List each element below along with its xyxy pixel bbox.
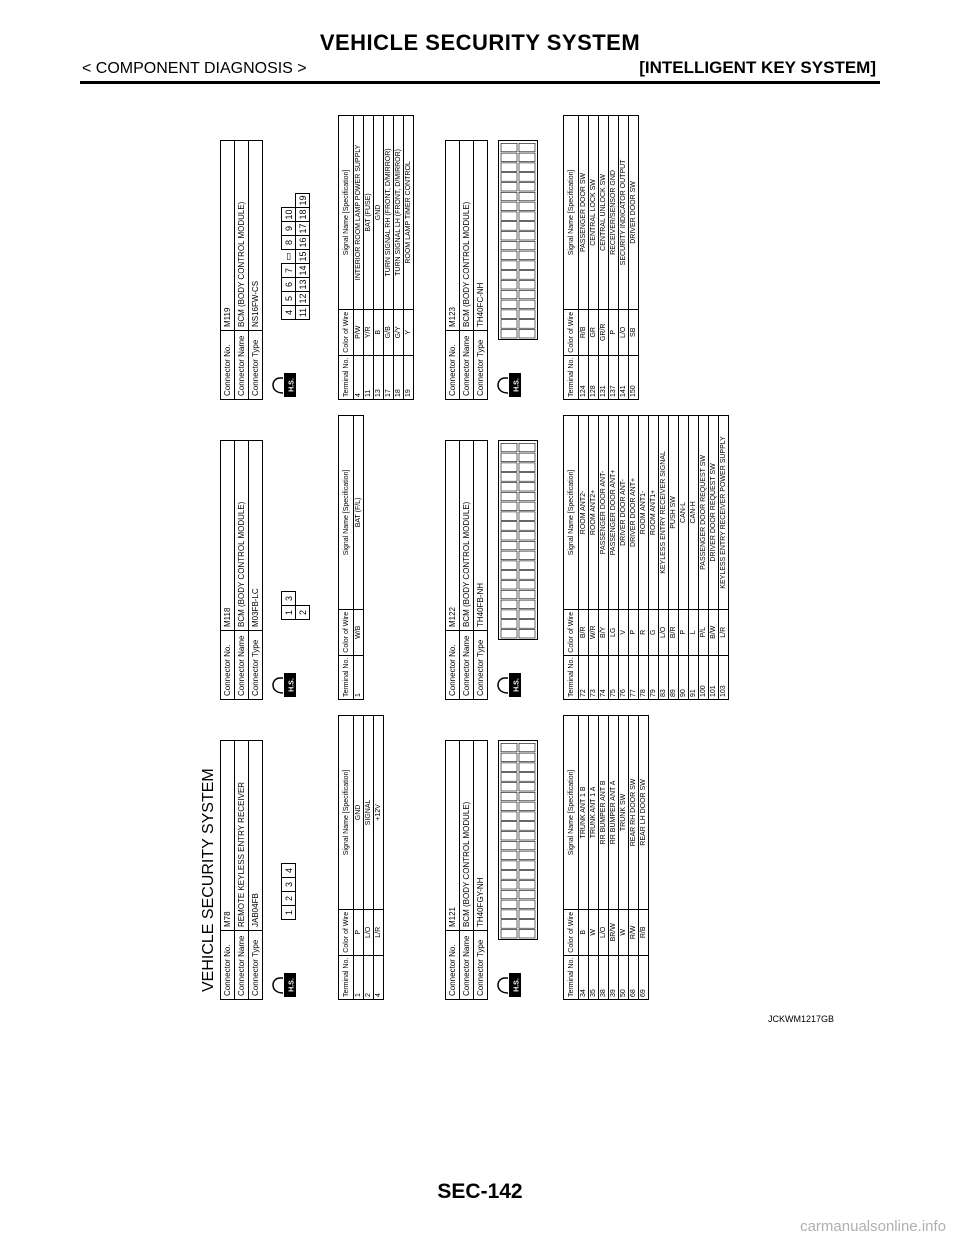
signal-name: CAN-L xyxy=(679,416,689,610)
wire-color: B/R xyxy=(669,609,679,655)
signal-name: TURN SIGNAL RH (FRONT, D/MIRROR) xyxy=(384,116,394,310)
table-row xyxy=(689,416,699,700)
signal-name: DRIVER DOOR REQUEST SW xyxy=(709,416,719,610)
signal-name: GND xyxy=(374,116,384,310)
connector-name-label: Connector Name xyxy=(460,631,474,700)
table-row xyxy=(589,116,599,400)
pin: 6 xyxy=(282,278,296,292)
wire-color: L/O xyxy=(364,909,374,955)
wire-color: G/B xyxy=(384,309,394,355)
table-row xyxy=(374,116,384,400)
connector-panel-m118 xyxy=(220,408,362,700)
signal-name: CAN-H xyxy=(689,416,699,610)
hs-label: H.S. xyxy=(513,678,521,692)
color-header: Color of Wire xyxy=(564,909,579,955)
pin: 12 xyxy=(297,293,308,304)
hs-label: H.S. xyxy=(288,978,296,992)
pin: 2 xyxy=(282,892,296,906)
connector-no-label: Connector No. xyxy=(446,931,460,1000)
wire-color: R/B xyxy=(579,309,589,355)
terminal-no: 1 xyxy=(354,955,364,999)
signal-name: ROOM LAMP TIMER CONTROL xyxy=(404,116,414,310)
connector-no: M121 xyxy=(446,741,460,931)
connector-type-label: Connector Type xyxy=(249,931,263,1000)
table-row xyxy=(599,416,609,700)
harness-side-icon xyxy=(496,972,522,998)
terminal-no: 131 xyxy=(599,355,609,399)
signal-header: Signal Name [Specification] xyxy=(564,416,579,610)
signal-name: PASSENGER DOOR ANT- xyxy=(599,416,609,610)
connector-name-label: Connector Name xyxy=(235,331,249,400)
hs-label: H.S. xyxy=(288,378,296,392)
terminal-no: 90 xyxy=(679,655,689,699)
signal-name: CENTRAL UNLOCK SW xyxy=(599,116,609,310)
signal-name: RECEIVER/SENSOR GND xyxy=(609,116,619,310)
connector-panel-m119 xyxy=(220,108,412,400)
pin: 7 xyxy=(282,264,296,278)
connector-type: JAB04FB xyxy=(249,741,263,931)
terminal-no: 4 xyxy=(354,355,364,399)
wire-color: W/R xyxy=(589,609,599,655)
connector-type: M03FB-LC xyxy=(249,441,263,631)
table-row xyxy=(374,716,384,1000)
signal-name: PASSENGER DOOR SW xyxy=(579,116,589,310)
connector-name-label: Connector Name xyxy=(235,631,249,700)
hs-label: H.S. xyxy=(513,378,521,392)
wire-color: Y xyxy=(404,309,414,355)
terminal-no: 74 xyxy=(599,655,609,699)
wire-color: W/B xyxy=(354,609,364,655)
harness-side-icon xyxy=(271,972,297,998)
connector-no-label: Connector No. xyxy=(446,331,460,400)
connector-no: M123 xyxy=(446,141,460,331)
wire-color: P xyxy=(609,309,619,355)
terminal-no: 89 xyxy=(669,655,679,699)
terminal-header: Terminal No. xyxy=(564,655,579,699)
terminal-header: Terminal No. xyxy=(564,955,579,999)
header-divider xyxy=(80,81,880,84)
wire-color: W xyxy=(619,909,629,955)
signal-name: DRIVER DOOR SW xyxy=(629,116,639,310)
connector-no-label: Connector No. xyxy=(221,931,235,1000)
harness-side-icon xyxy=(496,372,522,398)
connector-name: BCM (BODY CONTROL MODULE) xyxy=(235,441,249,631)
terminal-no: 128 xyxy=(589,355,599,399)
terminal-no: 103 xyxy=(719,655,729,699)
pin: 5 xyxy=(282,292,296,306)
color-header: Color of Wire xyxy=(339,609,354,655)
wire-color: V xyxy=(619,609,629,655)
terminal-no: 100 xyxy=(699,655,709,699)
connector-face xyxy=(281,863,296,920)
wire-color: B xyxy=(579,909,589,955)
terminal-no: 4 xyxy=(374,955,384,999)
signal-name: BAT (FUSE) xyxy=(364,116,374,310)
terminal-header: Terminal No. xyxy=(564,355,579,399)
table-row xyxy=(669,416,679,700)
wire-color: L/O xyxy=(659,609,669,655)
signal-name: PUSH SW xyxy=(669,416,679,610)
connector-type: NS16FW-CS xyxy=(249,141,263,331)
wire-color: P/L xyxy=(699,609,709,655)
table-row xyxy=(629,716,639,1000)
terminal-no: 2 xyxy=(364,955,374,999)
pin: 19 xyxy=(297,195,308,206)
connector-panel-m78 xyxy=(220,708,382,1000)
terminal-no: 72 xyxy=(579,655,589,699)
connector-type: TH40FB-NH xyxy=(474,441,488,631)
wire-color: P/W xyxy=(354,309,364,355)
wire-color: P xyxy=(354,909,364,955)
terminal-no: 137 xyxy=(609,355,619,399)
table-row xyxy=(609,116,619,400)
connector-panel-m122 xyxy=(445,408,727,700)
wire-color: LG xyxy=(609,609,619,655)
wire-color: GR xyxy=(589,309,599,355)
pin: 18 xyxy=(297,209,308,220)
signal-name: ROOM ANT2+ xyxy=(589,416,599,610)
wire-color: Y/R xyxy=(364,309,374,355)
table-row xyxy=(629,116,639,400)
terminal-header: Terminal No. xyxy=(339,655,354,699)
harness-side-icon xyxy=(271,672,297,698)
table-row xyxy=(394,116,404,400)
connector-name: BCM (BODY CONTROL MODULE) xyxy=(460,741,474,931)
pin: 9 xyxy=(282,222,296,236)
connector-name: BCM (BODY CONTROL MODULE) xyxy=(460,141,474,331)
connector-face xyxy=(281,193,310,320)
signal-table xyxy=(338,415,364,700)
signal-name: REAR RH DOOR SW xyxy=(629,716,639,910)
table-row xyxy=(364,716,374,1000)
terminal-no: 77 xyxy=(629,655,639,699)
pin: 3 xyxy=(282,592,296,606)
terminal-header: Terminal No. xyxy=(339,955,354,999)
connector-name: REMOTE KEYLESS ENTRY RECEIVER xyxy=(235,741,249,931)
connector-type-label: Connector Type xyxy=(249,331,263,400)
connector-no: M119 xyxy=(221,141,235,331)
wire-color: P xyxy=(629,609,639,655)
wire-color: L xyxy=(689,609,699,655)
table-row xyxy=(579,716,589,1000)
wire-color: B xyxy=(374,309,384,355)
signal-name: RR BUMPER ANT B xyxy=(599,716,609,910)
wire-color: R/W xyxy=(629,909,639,955)
connector-face-grid xyxy=(498,740,538,940)
signal-name: BAT (F/L) xyxy=(354,416,364,610)
terminal-no: 68 xyxy=(629,955,639,999)
signal-name: +12V xyxy=(374,716,384,910)
signal-name: TRUNK ANT 1 B xyxy=(579,716,589,910)
wire-color: SB xyxy=(629,309,639,355)
terminal-no: 78 xyxy=(639,655,649,699)
pin: 1 xyxy=(282,906,296,920)
rotated-connector-figure xyxy=(200,100,727,1000)
pin: 17 xyxy=(297,223,308,234)
terminal-no: 13 xyxy=(374,355,384,399)
signal-header: Signal Name [Specification] xyxy=(339,716,354,910)
connector-type-label: Connector Type xyxy=(249,631,263,700)
signal-name: ROOM ANT1- xyxy=(639,416,649,610)
table-row xyxy=(659,416,669,700)
wire-color: GR/R xyxy=(599,309,609,355)
wire-color: L/O xyxy=(619,309,629,355)
terminal-no: 75 xyxy=(609,655,619,699)
pin: 15 xyxy=(297,251,308,262)
watermark: carmanualsonline.info xyxy=(800,1218,946,1235)
terminal-no: 79 xyxy=(649,655,659,699)
table-row xyxy=(579,116,589,400)
connector-no-label: Connector No. xyxy=(446,631,460,700)
signal-name: KEYLESS ENTRY RECEIVER POWER SUPPLY xyxy=(719,416,729,610)
signal-name: ROOM ANT1+ xyxy=(649,416,659,610)
terminal-no: 19 xyxy=(404,355,414,399)
pin: 3 xyxy=(282,878,296,892)
connector-no-label: Connector No. xyxy=(221,631,235,700)
connector-name: BCM (BODY CONTROL MODULE) xyxy=(460,441,474,631)
wire-color: L/R xyxy=(374,909,384,955)
table-row xyxy=(404,116,414,400)
terminal-header: Terminal No. xyxy=(339,355,354,399)
signal-name: PASSENGER DOOR ANT+ xyxy=(609,416,619,610)
signal-name: SIGNAL xyxy=(364,716,374,910)
connector-no: M78 xyxy=(221,741,235,931)
table-row xyxy=(579,416,589,700)
signal-table xyxy=(338,115,414,400)
signal-name: SECURITY INDICATOR OUTPUT xyxy=(619,116,629,310)
signal-table xyxy=(338,715,384,1000)
pin: 4 xyxy=(282,306,296,320)
connector-no-label: Connector No. xyxy=(221,331,235,400)
table-row xyxy=(619,716,629,1000)
terminal-no: 73 xyxy=(589,655,599,699)
figure-id: JCKWM1217GB xyxy=(768,1014,835,1024)
table-row xyxy=(619,116,629,400)
pin: 16 xyxy=(297,237,308,248)
harness-side-icon xyxy=(271,372,297,398)
table-row xyxy=(384,116,394,400)
wire-color: G/Y xyxy=(394,309,404,355)
signal-name: CENTRAL LOCK SW xyxy=(589,116,599,310)
terminal-no: 1 xyxy=(354,655,364,699)
table-row xyxy=(354,716,364,1000)
signal-name: RR BUMPER ANT A xyxy=(609,716,619,910)
signal-name: PASSENGER DOOR REQUEST SW xyxy=(699,416,709,610)
pin: 14 xyxy=(297,265,308,276)
wire-color: L/R xyxy=(719,609,729,655)
terminal-no: 69 xyxy=(639,955,649,999)
wire-color: R xyxy=(639,609,649,655)
color-header: Color of Wire xyxy=(564,309,579,355)
table-row xyxy=(609,416,619,700)
table-row xyxy=(679,416,689,700)
terminal-no: 11 xyxy=(364,355,374,399)
page-code: SEC-142 xyxy=(437,1180,523,1203)
wire-color: B/Y xyxy=(599,609,609,655)
connector-name-label: Connector Name xyxy=(235,931,249,1000)
terminal-no: 34 xyxy=(579,955,589,999)
terminal-no: 17 xyxy=(384,355,394,399)
wire-color: B/R xyxy=(579,609,589,655)
terminal-no: 76 xyxy=(619,655,629,699)
wire-color: B/W xyxy=(709,609,719,655)
table-row xyxy=(629,416,639,700)
terminal-no: 39 xyxy=(609,955,619,999)
table-row xyxy=(639,716,649,1000)
signal-name: TURN SIGNAL LH (FRONT, D/MIRROR) xyxy=(394,116,404,310)
signal-header: Signal Name [Specification] xyxy=(564,716,579,910)
table-row xyxy=(719,416,729,700)
wire-color: BR/W xyxy=(609,909,619,955)
table-row xyxy=(589,416,599,700)
signal-name: GND xyxy=(354,716,364,910)
terminal-no: 91 xyxy=(689,655,699,699)
connector-name-label: Connector Name xyxy=(460,931,474,1000)
connector-face-grid xyxy=(498,140,538,340)
pin: 13 xyxy=(297,279,308,290)
pin: 10 xyxy=(283,209,294,220)
breadcrumb: < COMPONENT DIAGNOSIS > xyxy=(82,60,307,77)
signal-header: Signal Name [Specification] xyxy=(339,116,354,310)
connector-key: ▭ xyxy=(282,252,293,261)
section-label: [INTELLIGENT KEY SYSTEM] xyxy=(639,58,876,77)
signal-name: ROOM ANT2- xyxy=(579,416,589,610)
pin: 4 xyxy=(282,864,296,878)
terminal-no: 124 xyxy=(579,355,589,399)
signal-name: KEYLESS ENTRY RECEIVER SIGNAL xyxy=(659,416,669,610)
color-header: Color of Wire xyxy=(339,309,354,355)
connector-name-label: Connector Name xyxy=(460,331,474,400)
table-row xyxy=(699,416,709,700)
signal-name: INTERIOR ROOM LAMP POWER SUPPLY xyxy=(354,116,364,310)
table-row xyxy=(589,716,599,1000)
table-row xyxy=(709,416,719,700)
connector-no: M122 xyxy=(446,441,460,631)
wire-color: L/O xyxy=(599,909,609,955)
connector-panel-m123 xyxy=(445,108,637,400)
hs-label: H.S. xyxy=(288,678,296,692)
connector-type-label: Connector Type xyxy=(474,631,488,700)
table-row xyxy=(354,416,364,700)
wire-color: P xyxy=(679,609,689,655)
signal-table xyxy=(563,115,639,400)
signal-name: DRIVER DOOR ANT+ xyxy=(629,416,639,610)
terminal-no: 150 xyxy=(629,355,639,399)
pin: 8 xyxy=(282,236,296,250)
signal-header: Signal Name [Specification] xyxy=(564,116,579,310)
signal-name: TRUNK SW xyxy=(619,716,629,910)
signal-name: TRUNK ANT 1 A xyxy=(589,716,599,910)
hs-label: H.S. xyxy=(513,978,521,992)
connector-name: BCM (BODY CONTROL MODULE) xyxy=(235,141,249,331)
pin: 2 xyxy=(296,606,310,620)
wire-color: R/B xyxy=(639,909,649,955)
terminal-no: 35 xyxy=(589,955,599,999)
figure-title: VEHICLE SECURITY SYSTEM xyxy=(200,768,217,992)
table-row xyxy=(354,116,364,400)
table-row xyxy=(599,716,609,1000)
table-row xyxy=(599,116,609,400)
page-title: VEHICLE SECURITY SYSTEM xyxy=(319,30,641,55)
harness-side-icon xyxy=(496,672,522,698)
terminal-no: 101 xyxy=(709,655,719,699)
connector-type-label: Connector Type xyxy=(474,331,488,400)
signal-table xyxy=(563,415,729,700)
table-row xyxy=(609,716,619,1000)
connector-type-label: Connector Type xyxy=(474,931,488,1000)
pin: 11 xyxy=(296,306,310,320)
connector-type: TH40FC-NH xyxy=(474,141,488,331)
terminal-no: 38 xyxy=(599,955,609,999)
wire-color: G xyxy=(649,609,659,655)
color-header: Color of Wire xyxy=(564,609,579,655)
table-row xyxy=(639,416,649,700)
terminal-no: 50 xyxy=(619,955,629,999)
terminal-no: 83 xyxy=(659,655,669,699)
connector-no: M118 xyxy=(221,441,235,631)
table-row xyxy=(619,416,629,700)
color-header: Color of Wire xyxy=(339,909,354,955)
connector-type: TH40FGY-NH xyxy=(474,741,488,931)
table-row xyxy=(649,416,659,700)
wire-color: W xyxy=(589,909,599,955)
table-row xyxy=(364,116,374,400)
terminal-no: 18 xyxy=(394,355,404,399)
signal-name: REAR LH DOOR SW xyxy=(639,716,649,910)
signal-name: DRIVER DOOR ANT- xyxy=(619,416,629,610)
connector-panel-m121 xyxy=(445,708,647,1000)
connector-face-grid xyxy=(498,440,538,640)
terminal-no: 141 xyxy=(619,355,629,399)
pin: 1 xyxy=(282,606,296,620)
signal-header: Signal Name [Specification] xyxy=(339,416,354,610)
connector-face xyxy=(281,591,310,620)
signal-table xyxy=(563,715,649,1000)
